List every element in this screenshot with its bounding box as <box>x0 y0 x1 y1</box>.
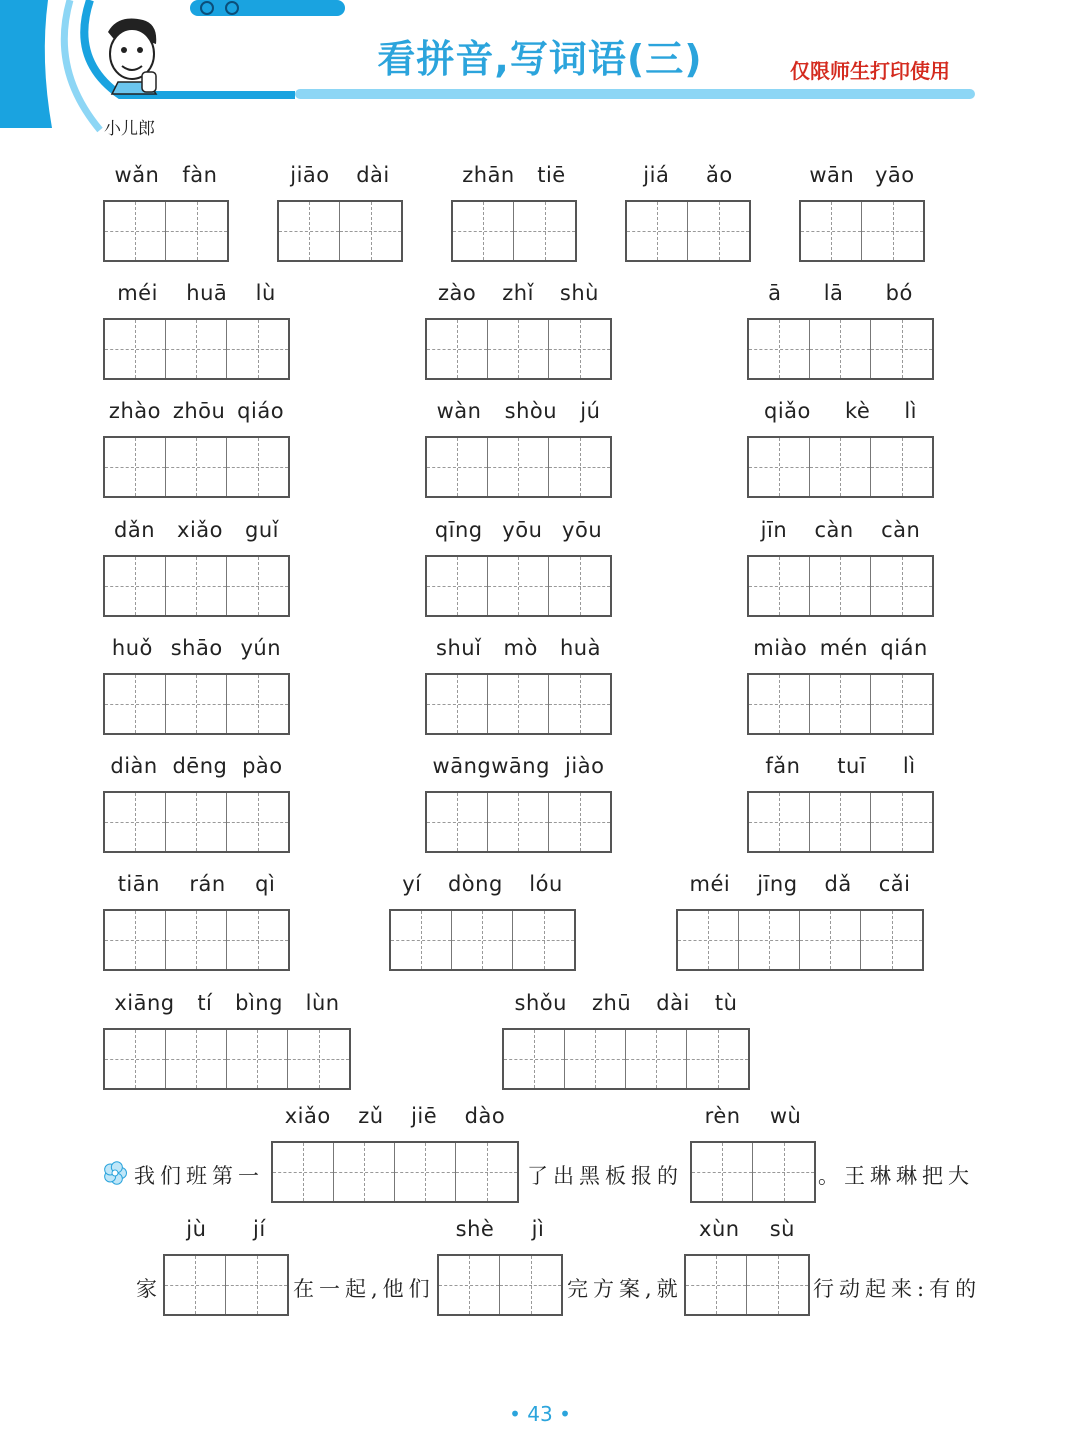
pinyin-syllable: yōu <box>562 518 603 542</box>
character-cell[interactable] <box>227 1030 288 1088</box>
pinyin-row <box>103 988 351 1018</box>
pinyin-row <box>425 633 612 663</box>
pinyin-row <box>747 278 934 308</box>
writing-grid[interactable] <box>690 1141 816 1203</box>
character-cell[interactable] <box>166 675 227 733</box>
pinyin-syllable: pào <box>242 754 283 778</box>
pinyin-syllable: huǒ <box>111 636 153 660</box>
pinyin-row <box>747 751 934 781</box>
pinyin-syllable: wàn <box>436 399 482 423</box>
character-cell[interactable] <box>749 438 810 496</box>
writing-grid[interactable] <box>684 1254 810 1316</box>
pinyin-syllable: sù <box>769 1217 795 1241</box>
pinyin-syllable: jiē <box>411 1104 438 1128</box>
pinyin-syllable: dǎn <box>114 518 156 542</box>
pinyin-syllable: tiē <box>537 163 566 187</box>
character-cell[interactable] <box>688 202 749 260</box>
word-item <box>103 515 290 617</box>
pinyin-row <box>163 1214 289 1244</box>
character-cell[interactable] <box>871 675 932 733</box>
word-item <box>747 751 934 853</box>
character-cell[interactable] <box>340 202 401 260</box>
character-cell[interactable] <box>395 1143 456 1201</box>
pinyin-syllable: jiá <box>643 163 670 187</box>
character-cell[interactable] <box>678 911 739 969</box>
pinyin-syllable: jīng <box>757 872 798 896</box>
character-cell[interactable] <box>549 793 610 851</box>
word-item <box>425 396 612 498</box>
pinyin-syllable: lùn <box>305 991 340 1015</box>
pinyin-syllable: mén <box>819 636 868 660</box>
character-cell[interactable] <box>166 793 227 851</box>
word-item <box>676 869 924 971</box>
character-cell[interactable] <box>105 557 166 615</box>
word-item <box>103 751 290 853</box>
pinyin-row <box>747 396 934 426</box>
word-item <box>425 515 612 617</box>
character-cell[interactable] <box>105 793 166 851</box>
character-cell[interactable] <box>513 911 574 969</box>
writing-grid[interactable] <box>103 673 290 735</box>
pinyin-syllable: jīn <box>760 518 788 542</box>
character-cell[interactable] <box>391 911 452 969</box>
writing-grid[interactable] <box>103 318 290 380</box>
pinyin-syllable: xùn <box>699 1217 740 1241</box>
pinyin-syllable: méi <box>117 281 158 305</box>
pinyin-row <box>437 1214 563 1244</box>
writing-grid[interactable] <box>425 555 612 617</box>
character-cell[interactable] <box>871 320 932 378</box>
pinyin-syllable: lóu <box>529 872 563 896</box>
pinyin-row <box>103 278 290 308</box>
character-cell[interactable] <box>166 911 227 969</box>
character-cell[interactable] <box>500 1256 561 1314</box>
pinyin-syllable: lì <box>902 754 916 778</box>
pinyin-syllable: fàn <box>182 163 218 187</box>
character-cell[interactable] <box>801 202 862 260</box>
pinyin-syllable: jú <box>580 399 601 423</box>
character-cell[interactable] <box>453 202 514 260</box>
word-item <box>389 869 576 971</box>
word-item <box>747 396 934 498</box>
sentence-blank <box>271 1101 519 1203</box>
pinyin-syllable: wān <box>809 163 855 187</box>
word-item <box>103 160 229 262</box>
character-cell[interactable] <box>427 320 488 378</box>
writing-grid[interactable] <box>625 200 751 262</box>
character-cell[interactable] <box>427 438 488 496</box>
character-cell[interactable] <box>871 438 932 496</box>
writing-grid[interactable] <box>163 1254 289 1316</box>
pinyin-row <box>103 396 290 426</box>
word-item <box>103 869 290 971</box>
writing-grid[interactable] <box>425 673 612 735</box>
character-cell[interactable] <box>105 675 166 733</box>
character-cell[interactable] <box>105 911 166 969</box>
writing-grid[interactable] <box>103 555 290 617</box>
pinyin-syllable: zhān <box>462 163 515 187</box>
writing-grid[interactable] <box>799 200 925 262</box>
character-cell[interactable] <box>439 1256 500 1314</box>
character-cell[interactable] <box>549 675 610 733</box>
pinyin-syllable: yí <box>402 872 422 896</box>
character-cell[interactable] <box>810 675 871 733</box>
character-cell[interactable] <box>626 1030 687 1088</box>
word-item <box>747 278 934 380</box>
writing-grid[interactable] <box>425 436 612 498</box>
word-item <box>103 988 351 1090</box>
character-cell[interactable] <box>488 793 549 851</box>
pinyin-row <box>747 515 934 545</box>
pinyin-row <box>684 1214 810 1244</box>
writing-grid[interactable] <box>747 791 934 853</box>
writing-grid[interactable] <box>502 1028 750 1090</box>
flower-bullet-icon <box>102 1160 128 1186</box>
character-cell[interactable] <box>749 320 810 378</box>
pinyin-syllable: huā <box>186 281 228 305</box>
pinyin-syllable: zhǐ <box>502 281 534 305</box>
pinyin-syllable: lì <box>904 399 917 423</box>
pinyin-syllable: shè <box>455 1217 495 1241</box>
pinyin-syllable: jù <box>186 1217 207 1241</box>
pinyin-syllable: zhū <box>592 991 632 1015</box>
word-item <box>277 160 403 262</box>
character-cell[interactable] <box>686 1256 747 1314</box>
writing-grid[interactable] <box>676 909 924 971</box>
character-cell[interactable] <box>488 675 549 733</box>
writing-grid[interactable] <box>103 1028 351 1090</box>
pinyin-syllable: tiān <box>117 872 160 896</box>
pinyin-row <box>799 160 925 190</box>
writing-grid[interactable] <box>103 909 290 971</box>
pinyin-row <box>103 515 290 545</box>
writing-grid[interactable] <box>277 200 403 262</box>
pinyin-syllable: ǎo <box>705 163 733 187</box>
boy-mascot-icon <box>98 14 168 114</box>
word-item <box>799 160 925 262</box>
pinyin-syllable: càn <box>881 518 921 542</box>
pinyin-syllable: tí <box>197 991 213 1015</box>
character-cell[interactable] <box>227 675 288 733</box>
word-item <box>103 278 290 380</box>
pinyin-syllable: dào <box>464 1104 506 1128</box>
writing-grid[interactable] <box>425 318 612 380</box>
word-item <box>425 278 612 380</box>
writing-grid[interactable] <box>103 436 290 498</box>
character-cell[interactable] <box>227 793 288 851</box>
word-item <box>103 633 290 735</box>
pinyin-syllable: shāo <box>170 636 223 660</box>
pinyin-row <box>425 396 612 426</box>
character-cell[interactable] <box>749 557 810 615</box>
sentence-text: 行动起来:有的 <box>813 1277 982 1301</box>
character-cell[interactable] <box>105 202 166 260</box>
pinyin-syllable: wù <box>769 1104 802 1128</box>
sentence-blank <box>163 1214 289 1316</box>
brand-label: 小儿郎 <box>104 119 155 139</box>
pinyin-syllable: guǐ <box>245 518 279 542</box>
pinyin-syllable: yún <box>240 636 282 660</box>
pinyin-row <box>103 869 290 899</box>
writing-grid[interactable] <box>103 200 229 262</box>
pinyin-syllable: qiǎo <box>764 399 811 423</box>
character-cell[interactable] <box>165 1256 226 1314</box>
pinyin-syllable: dòng <box>447 872 503 896</box>
pinyin-syllable: cǎi <box>878 872 911 896</box>
pinyin-syllable: tù <box>714 991 738 1015</box>
pinyin-syllable: dǎ <box>824 872 852 896</box>
character-cell[interactable] <box>810 793 871 851</box>
pinyin-row <box>451 160 577 190</box>
pinyin-row <box>389 869 576 899</box>
pinyin-syllable: jiāo <box>290 163 330 187</box>
pinyin-row <box>425 515 612 545</box>
character-cell[interactable] <box>488 320 549 378</box>
pinyin-syllable: qiáo <box>237 399 285 423</box>
writing-grid[interactable] <box>451 200 577 262</box>
sentence-blank <box>437 1214 563 1316</box>
character-cell[interactable] <box>226 1256 287 1314</box>
word-item <box>502 988 750 1090</box>
character-cell[interactable] <box>227 438 288 496</box>
pinyin-syllable: jì <box>531 1217 545 1241</box>
sentence-blank <box>690 1101 816 1203</box>
pinyin-row <box>103 751 290 781</box>
pinyin-syllable: zǔ <box>358 1104 384 1128</box>
writing-grid[interactable] <box>389 909 576 971</box>
character-cell[interactable] <box>105 320 166 378</box>
pinyin-syllable: xiǎo <box>177 518 223 542</box>
pinyin-syllable: rèn <box>704 1104 741 1128</box>
pinyin-syllable: fǎn <box>765 754 801 778</box>
sentence-text: 我们班第一 <box>134 1164 264 1188</box>
sentence-text: 完方案,就 <box>567 1277 683 1301</box>
character-cell[interactable] <box>279 202 340 260</box>
pinyin-syllable: zào <box>438 281 477 305</box>
character-cell[interactable] <box>810 438 871 496</box>
pinyin-syllable: dēng <box>172 754 228 778</box>
character-cell[interactable] <box>105 1030 166 1088</box>
pinyin-syllable: qì <box>255 872 276 896</box>
writing-grid[interactable] <box>747 673 934 735</box>
pinyin-syllable: rán <box>189 872 226 896</box>
word-item <box>425 751 612 853</box>
character-cell[interactable] <box>452 911 513 969</box>
character-cell[interactable] <box>687 1030 748 1088</box>
character-cell[interactable] <box>427 675 488 733</box>
pinyin-row <box>103 160 229 190</box>
pinyin-syllable: zhào <box>108 399 161 423</box>
writing-grid[interactable] <box>425 791 612 853</box>
pinyin-row <box>502 988 750 1018</box>
pinyin-row <box>271 1101 519 1131</box>
pinyin-syllable: méi <box>689 872 731 896</box>
pinyin-row <box>425 278 612 308</box>
character-cell[interactable] <box>747 1256 808 1314</box>
pinyin-syllable: yōu <box>502 518 543 542</box>
pinyin-syllable: zhōu <box>172 399 226 423</box>
pinyin-syllable: shù <box>559 281 599 305</box>
pinyin-syllable: shǒu <box>514 991 567 1015</box>
character-cell[interactable] <box>166 438 227 496</box>
pinyin-row <box>690 1101 816 1131</box>
character-cell[interactable] <box>749 793 810 851</box>
pinyin-syllable: dài <box>356 163 390 187</box>
character-cell[interactable] <box>504 1030 565 1088</box>
pinyin-row <box>277 160 403 190</box>
character-cell[interactable] <box>871 557 932 615</box>
word-item <box>425 633 612 735</box>
character-cell[interactable] <box>227 320 288 378</box>
character-cell[interactable] <box>861 911 922 969</box>
sentence-blank <box>684 1214 810 1316</box>
character-cell[interactable] <box>739 911 800 969</box>
pinyin-syllable: bó <box>885 281 913 305</box>
character-cell[interactable] <box>488 438 549 496</box>
pinyin-syllable: qīng <box>434 518 483 542</box>
pinyin-syllable: mò <box>503 636 538 660</box>
word-item <box>747 633 934 735</box>
pinyin-syllable: miào <box>753 636 808 660</box>
character-cell[interactable] <box>334 1143 395 1201</box>
character-cell[interactable] <box>549 438 610 496</box>
pinyin-syllable: ā <box>768 281 782 305</box>
character-cell[interactable] <box>871 793 932 851</box>
pinyin-syllable: xiǎo <box>284 1104 331 1128</box>
character-cell[interactable] <box>692 1143 753 1201</box>
character-cell[interactable] <box>514 202 575 260</box>
pinyin-syllable: bìng <box>235 991 283 1015</box>
pinyin-syllable: shuǐ <box>436 636 482 660</box>
writing-grid[interactable] <box>747 436 934 498</box>
character-cell[interactable] <box>427 793 488 851</box>
character-cell[interactable] <box>427 557 488 615</box>
pinyin-syllable: qián <box>880 636 928 660</box>
pinyin-row <box>425 751 612 781</box>
pinyin-syllable: lù <box>255 281 276 305</box>
pinyin-syllable: jí <box>253 1217 266 1241</box>
character-cell[interactable] <box>488 557 549 615</box>
pinyin-row <box>747 633 934 663</box>
pinyin-syllable: shòu <box>504 399 558 423</box>
character-cell[interactable] <box>273 1143 334 1201</box>
character-cell[interactable] <box>862 202 923 260</box>
writing-grid[interactable] <box>747 318 934 380</box>
character-cell[interactable] <box>227 557 288 615</box>
character-cell[interactable] <box>753 1143 814 1201</box>
pinyin-syllable: jiào <box>565 754 605 778</box>
word-item <box>625 160 751 262</box>
pinyin-syllable: lā <box>823 281 844 305</box>
character-cell[interactable] <box>627 202 688 260</box>
usage-notice: 仅限师生打印使用 <box>790 59 950 83</box>
word-item <box>103 396 290 498</box>
pinyin-syllable: huà <box>559 636 601 660</box>
page-title: 看拼音,写词语(三) <box>377 37 703 81</box>
word-item <box>747 515 934 617</box>
character-cell[interactable] <box>288 1030 349 1088</box>
character-cell[interactable] <box>749 675 810 733</box>
page-number: • 43 • <box>509 1402 571 1426</box>
character-cell[interactable] <box>166 202 227 260</box>
pinyin-row <box>103 633 290 663</box>
pinyin-syllable: wǎn <box>114 163 160 187</box>
pinyin-syllable: wāngwāng <box>432 754 550 778</box>
character-cell[interactable] <box>166 1030 227 1088</box>
character-cell[interactable] <box>227 911 288 969</box>
pinyin-syllable: xiāng <box>114 991 175 1015</box>
pinyin-syllable: diàn <box>110 754 158 778</box>
character-cell[interactable] <box>565 1030 626 1088</box>
character-cell[interactable] <box>166 320 227 378</box>
pinyin-syllable: kè <box>844 399 871 423</box>
pinyin-syllable: càn <box>814 518 854 542</box>
sentence-text: 了出黑板报的 <box>527 1164 683 1188</box>
sentence-text: 在一起,他们 <box>293 1277 435 1301</box>
pinyin-syllable: yāo <box>874 163 915 187</box>
character-cell[interactable] <box>800 911 861 969</box>
pinyin-row <box>625 160 751 190</box>
writing-grid[interactable] <box>103 791 290 853</box>
writing-grid[interactable] <box>271 1141 519 1203</box>
pinyin-syllable: dài <box>656 991 690 1015</box>
writing-grid[interactable] <box>747 555 934 617</box>
character-cell[interactable] <box>549 320 610 378</box>
character-cell[interactable] <box>810 320 871 378</box>
sentence-text: 家 <box>136 1277 162 1301</box>
character-cell[interactable] <box>456 1143 517 1201</box>
sentence-text: 。王琳琳把大 <box>818 1164 974 1188</box>
character-cell[interactable] <box>105 438 166 496</box>
character-cell[interactable] <box>549 557 610 615</box>
character-cell[interactable] <box>166 557 227 615</box>
word-item <box>451 160 577 262</box>
pinyin-row <box>676 869 924 899</box>
character-cell[interactable] <box>810 557 871 615</box>
writing-grid[interactable] <box>437 1254 563 1316</box>
pinyin-syllable: tuī <box>837 754 867 778</box>
